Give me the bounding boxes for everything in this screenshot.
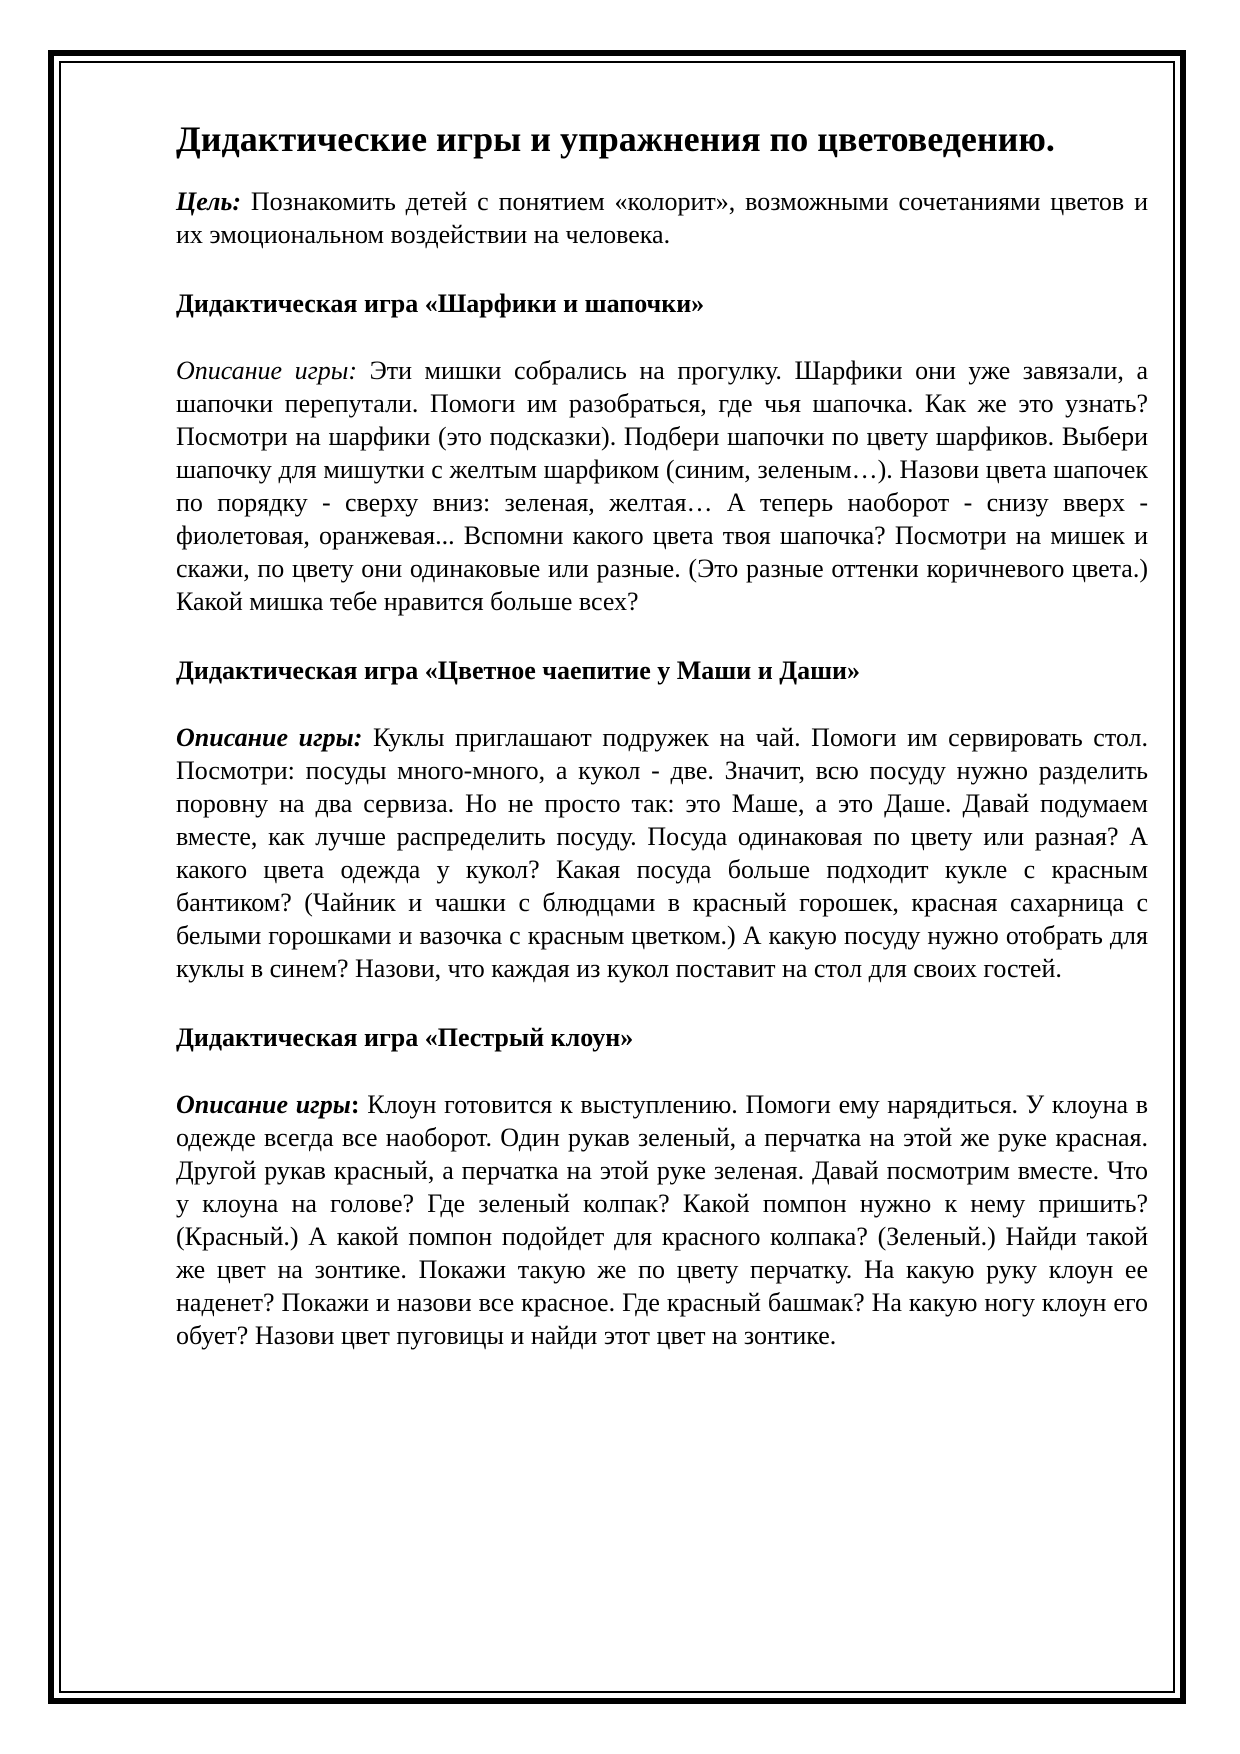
game-1-description bbox=[176, 354, 1148, 618]
game-3-label-colon: : bbox=[350, 1090, 360, 1120]
goal-text: Познакомить детей с понятием «колорит», возможными сочетаниями цветов и их эмоциональном воздействии на человека. bbox=[176, 187, 1148, 250]
game-3-description bbox=[176, 1088, 1148, 1352]
game-2-label: Описание игры: bbox=[176, 723, 363, 753]
game-2-heading: Дидактическая игра «Цветное чаепитие у Маши и Даши» bbox=[176, 656, 861, 686]
document-body bbox=[176, 118, 1148, 1388]
goal-paragraph bbox=[176, 185, 1148, 251]
game-1-heading: Дидактическая игра «Шарфики и шапочки» bbox=[176, 289, 705, 319]
game-1-label: Описание игры: bbox=[176, 356, 358, 386]
game-2-description bbox=[176, 721, 1148, 985]
game-2-text: Куклы приглашают подружек на чай. Помоги им сервировать стол. Посмотри: посуды много-много, а кукол - две. Значит, всю посуду нужно разделить поровну на два сервиза. Но не просто так: это Маше, а это Даше. Давай подумаем вместе, как лучше распределить посуду. Посуда одинаковая по цвету или разная? А какого цвета одежда у кукол? Какая посуда больше подходит кукле с красным бантиком? (Чайник и чашки с блюдцами в красный горошек, красная сахарница с белыми горошками и вазочка с красным цветком.) А какую посуду нужно отобрать для куклы в синем? Назови, что каждая из кукол поставит на стол для своих гостей. bbox=[176, 723, 1148, 984]
game-1-text: Эти мишки собрались на прогулку. Шарфики они уже завязали, а шапочки перепутали. Помоги им разобраться, где чья шапочка. Как же это узнать? Посмотри на шарфики (это подсказки). Подбери шапочки по цвету шарфиков. Выбери шапочку для мишутки с желтым шарфиком (синим, зеленым…). Назови цвета шапочек по порядку - сверху вниз: зеленая, желтая… А теперь наоборот - снизу вверх - фиолетовая, оранжевая... Вспомни какого цвета твоя шапочка? Посмотри на мишек и скажи, по цвету они одинаковые или разные. (Это разные оттенки коричневого цвета.) Какой мишка тебе нравится больше всех? bbox=[176, 356, 1148, 617]
goal-label: Цель: bbox=[176, 187, 241, 217]
game-3-label: Описание игры bbox=[176, 1090, 351, 1120]
game-3-heading: Дидактическая игра «Пестрый клоун» bbox=[176, 1023, 634, 1053]
page-title: Дидактические игры и упражнения по цветоведению. bbox=[176, 119, 1055, 159]
game-3-text: Клоун готовится к выступлению. Помоги ему нарядиться. У клоуна в одежде всегда все наоборот. Один рукав зеленый, а перчатка на этой же руке красная. Другой рукав красный, а перчатка на этой руке зеленая. Давай посмотрим вместе. Что у клоуна на голове? Где зеленый колпак? Какой помпон нужно к нему пришить? (Красный.) А какой помпон подойдет для красного колпака? (Зеленый.) Найди такой же цвет на зонтике. Покажи такую же по цвету перчатку. На какую руку клоун ее наденет? Покажи и назови все красное. Где красный башмак? На какую ногу клоун его обует? Назови цвет пуговицы и найди этот цвет на зонтике. bbox=[176, 1090, 1148, 1351]
